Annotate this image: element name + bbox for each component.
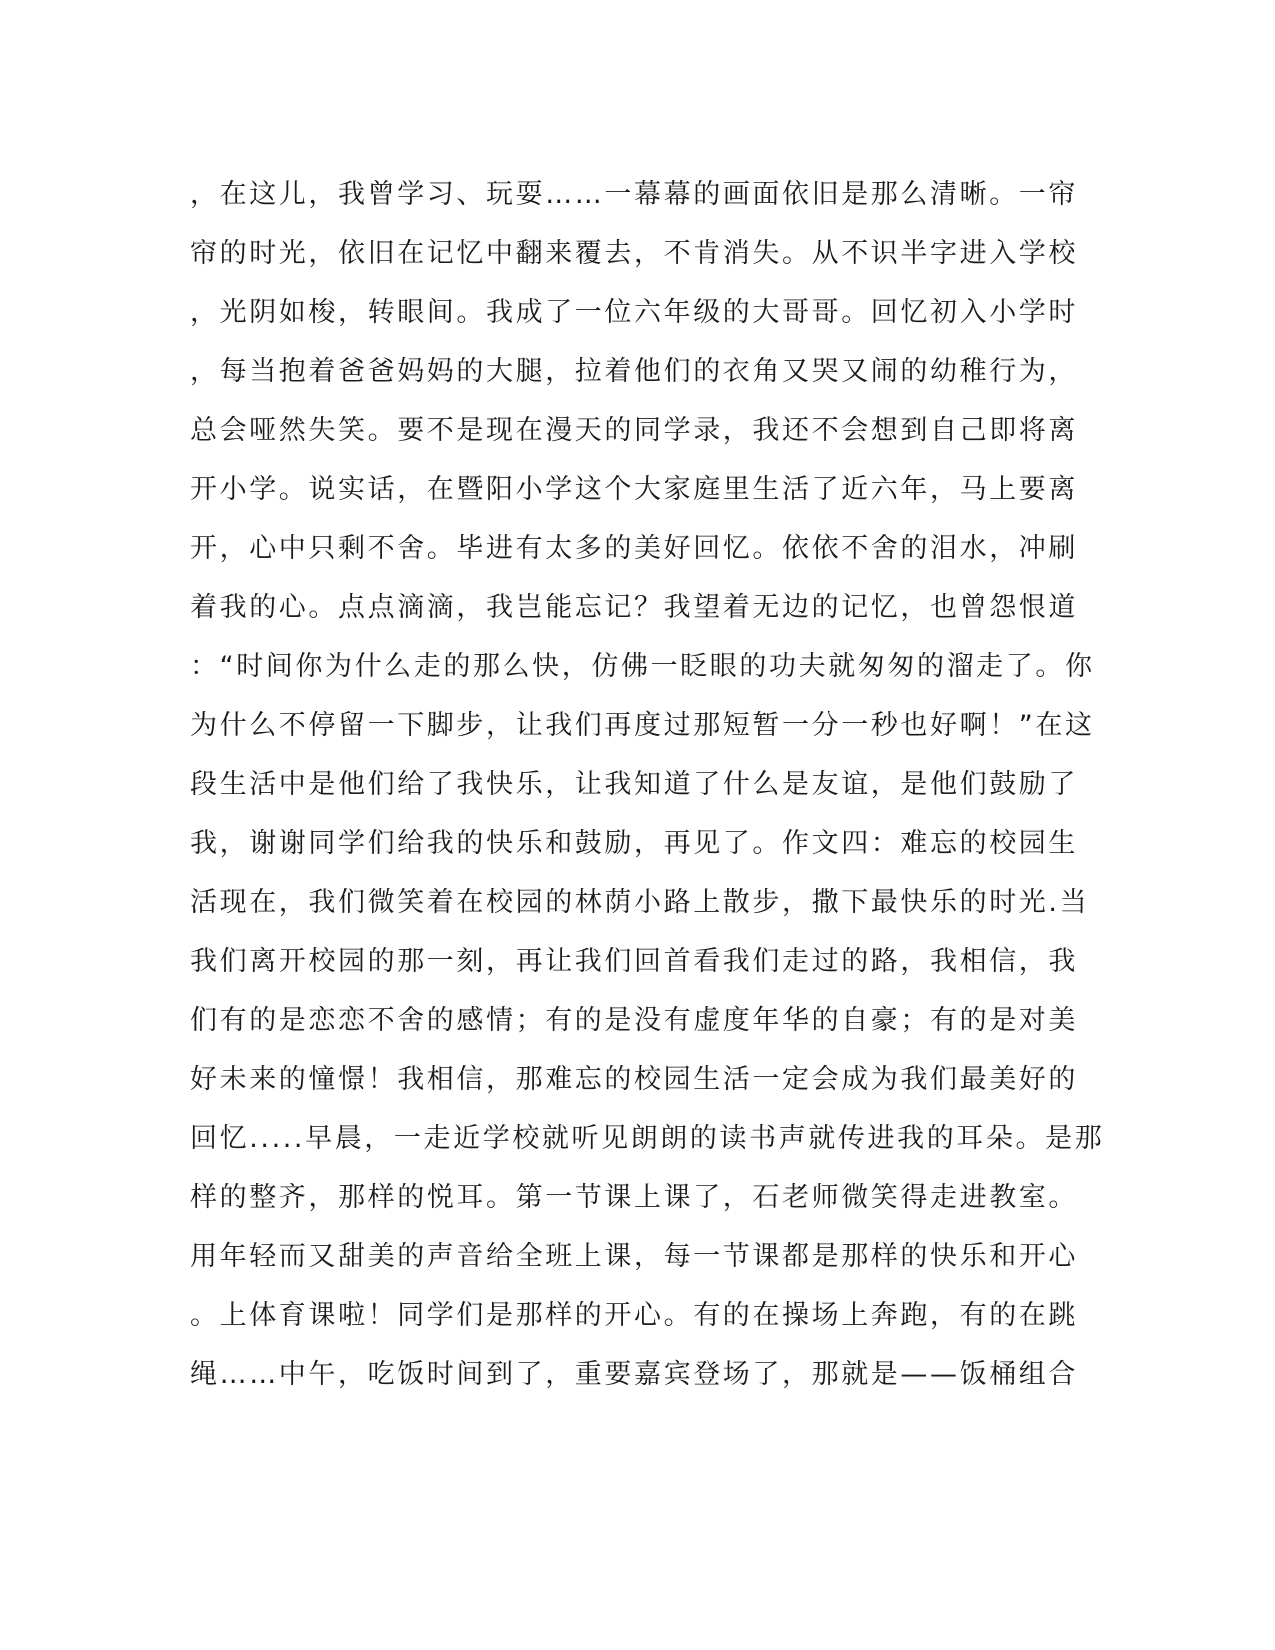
text-line: 总会哑然失笑。要不是现在漫天的同学录，我还不会想到自己即将离 xyxy=(190,415,1078,446)
text-line: 回忆.....早晨，一走近学校就听见朗朗的读书声就传进我的耳朵。是那 xyxy=(190,1123,1105,1154)
text-line: ，每当抱着爸爸妈妈的大腿，拉着他们的衣角又哭又闹的幼稚行为， xyxy=(190,356,1078,387)
text-line: ：“时间你为什么走的那么快，仿佛一眨眼的功夫就匆匆的溜走了。你 xyxy=(190,651,1095,682)
text-line: ，光阴如梭，转眼间。我成了一位六年级的大哥哥。回忆初入小学时 xyxy=(190,297,1078,328)
body-text xyxy=(190,165,1105,1404)
text-line: 们有的是恋恋不舍的感情；有的是没有虚度年华的自豪；有的是对美 xyxy=(190,1005,1078,1036)
text-line: 样的整齐，那样的悦耳。第一节课上课了，石老师微笑得走进教室。 xyxy=(190,1182,1078,1213)
text-line: 好未来的憧憬！我相信，那难忘的校园生活一定会成为我们最美好的 xyxy=(190,1064,1078,1095)
text-line: 段生活中是他们给了我快乐，让我知道了什么是友谊，是他们鼓励了 xyxy=(190,769,1078,800)
text-line: 为什么不停留一下脚步，让我们再度过那短暂一分一秒也好啊！”在这 xyxy=(190,710,1095,741)
text-line: 开小学。说实话，在暨阳小学这个大家庭里生活了近六年，马上要离 xyxy=(190,474,1078,505)
text-line: 我们离开校园的那一刻，再让我们回首看我们走过的路，我相信，我 xyxy=(190,946,1078,977)
text-line: 活现在，我们微笑着在校园的林荫小路上散步，撒下最快乐的时光.当 xyxy=(190,887,1090,918)
text-line: 绳……中午，吃饭时间到了，重要嘉宾登场了，那就是——饭桶组合 xyxy=(190,1359,1078,1390)
text-line: 帘的时光，依旧在记忆中翻来覆去，不肯消失。从不识半字进入学校 xyxy=(190,238,1078,269)
text-line: 着我的心。点点滴滴，我岂能忘记？我望着无边的记忆，也曾怨恨道 xyxy=(190,592,1078,623)
text-line: 我，谢谢同学们给我的快乐和鼓励，再见了。作文四：难忘的校园生 xyxy=(190,828,1078,859)
text-line: 开，心中只剩不舍。毕进有太多的美好回忆。依依不舍的泪水，冲刷 xyxy=(190,533,1078,564)
text-line: 用年轻而又甜美的声音给全班上课，每一节课都是那样的快乐和开心 xyxy=(190,1241,1078,1272)
text-line: ，在这儿，我曾学习、玩耍……一幕幕的画面依旧是那么清晰。一帘 xyxy=(190,179,1078,210)
text-line: 。上体育课啦！同学们是那样的开心。有的在操场上奔跑，有的在跳 xyxy=(190,1300,1078,1331)
